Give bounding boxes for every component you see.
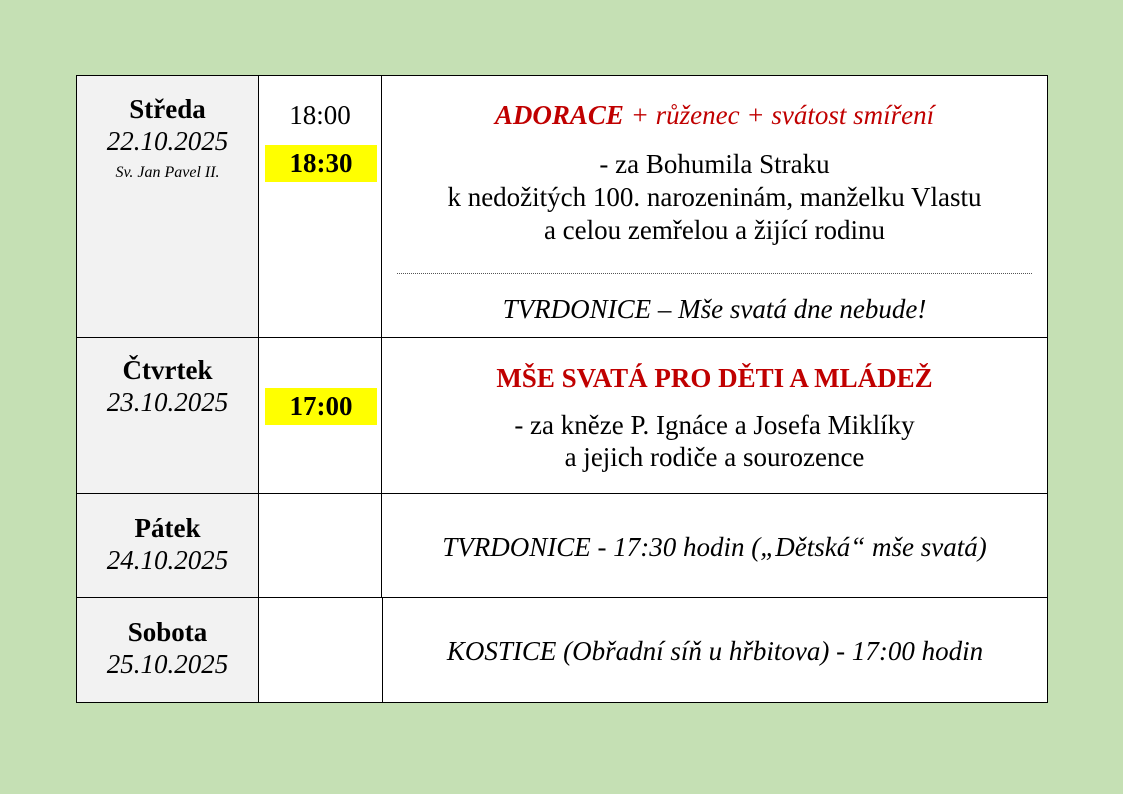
- day-name: Sobota: [127, 617, 208, 647]
- service-note: KOSTICE (Obřadní síň u hřbitova) - 17:00 hodin: [446, 636, 984, 666]
- time-cell: [258, 493, 382, 598]
- intention-line: k nedožitých 100. narozeninám, manželku Vlastu: [447, 182, 982, 212]
- schedule-table: [76, 75, 1048, 703]
- day-name: Čtvrtek: [122, 355, 213, 385]
- intention-line: - za Bohumila Straku: [599, 149, 830, 179]
- saint-name: Sv. Jan Pavel II.: [115, 164, 220, 181]
- day-date: 25.10.2025: [106, 649, 229, 679]
- service-cell: [382, 597, 1048, 703]
- schedule-row-wednesday: [76, 75, 1048, 338]
- intention-line: a celou zemřelou a žijící rodinu: [543, 215, 886, 245]
- heading-rest: + růženec + svátost smíření: [623, 100, 935, 130]
- day-cell: [76, 337, 259, 494]
- day-name: Pátek: [134, 513, 201, 543]
- schedule-row-friday: [76, 493, 1048, 598]
- mass-intention: [382, 146, 1047, 249]
- day-date: 22.10.2025: [106, 126, 229, 156]
- dotted-divider: [397, 273, 1032, 274]
- time-cell: [258, 75, 382, 338]
- day-cell: [76, 493, 259, 598]
- day-name: Středa: [129, 94, 206, 124]
- heading-bold: ADORACE: [494, 100, 624, 130]
- intention-line: - za kněze P. Ignáce a Josefa Miklíky: [514, 410, 915, 440]
- service-note: TVRDONICE – Mše svatá dne nebude!: [502, 294, 927, 324]
- day-date: 24.10.2025: [106, 545, 229, 575]
- service-note: TVRDONICE - 17:30 hodin („Dětská“ mše svatá): [442, 532, 987, 562]
- day-date: 23.10.2025: [106, 387, 229, 417]
- day-cell: [76, 75, 259, 338]
- day-cell: [76, 597, 259, 703]
- service-heading: MŠE SVATÁ PRO DĚTI A MLÁDEŽ: [496, 363, 933, 393]
- time-cell: [258, 597, 383, 703]
- service-cell: [381, 493, 1048, 598]
- service-cell: [381, 337, 1048, 494]
- schedule-row-saturday: [76, 597, 1048, 703]
- time-plain: 18:00: [289, 100, 351, 130]
- service-heading: [382, 99, 1047, 131]
- schedule-row-thursday: [76, 337, 1048, 494]
- time-highlight: 17:00: [265, 388, 377, 425]
- service-cell: [381, 75, 1048, 338]
- time-highlight: 18:30: [265, 145, 377, 182]
- intention-line: a jejich rodiče a sourozence: [564, 442, 865, 472]
- time-cell: [258, 337, 382, 494]
- mass-intention: [382, 407, 1047, 475]
